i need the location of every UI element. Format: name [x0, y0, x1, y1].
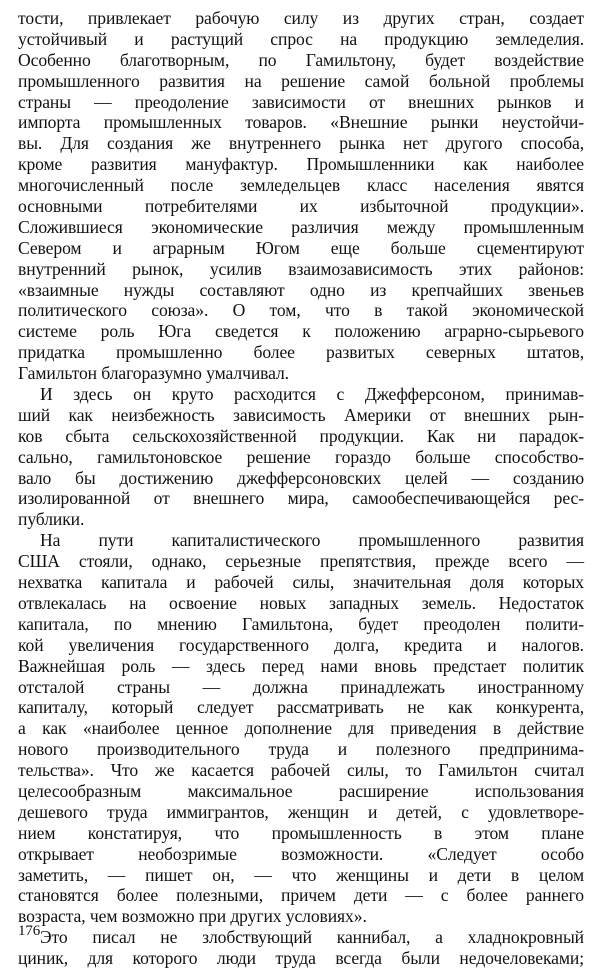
page-number: 176 — [18, 923, 41, 939]
text-line: изолированной от внешнего мира, самообеспечивающейся рес- — [18, 488, 584, 509]
text-line: сально, гамильтоновское решение гораздо больше способство- — [18, 446, 584, 467]
text-line: основными потребителями их избыточной продукции». — [18, 196, 584, 217]
text-line: циник, для которого люди труда всегда были недочеловеками; — [18, 948, 584, 969]
text-line: импорта промышленных товаров. «Внешние рынки неустойчи- — [18, 112, 584, 133]
text-line: становятся более полезными, причем дети — с более раннего — [18, 885, 584, 906]
text-line: Это писал не злобствующий каннибал, а хладнокровный — [40, 927, 584, 948]
text-line: возраста, чем возможно при других условиях». — [18, 906, 367, 927]
text-line: капиталу, который следует рассматривать не как конкурента, — [18, 697, 584, 718]
paragraph — [18, 530, 584, 927]
text-line: ков сбыта сельскохозяйственной продукции. Как ни парадок- — [18, 425, 584, 446]
text-line: заметить, — пишет он, — что женщины и дети в целом — [18, 864, 584, 885]
text-line: кой увеличения государственного долга, кредита и налогов. — [18, 634, 584, 655]
text-line: внутренний рынок, усилив взаимозависимость этих районов: — [18, 258, 584, 279]
text-line: капитала, по мнению Гамильтона, будет преодолен полити- — [18, 613, 584, 634]
text-line: публики. — [18, 509, 85, 530]
text-line: И здесь он круто расходится с Джефферсоном, принимав- — [40, 384, 584, 405]
text-line: тельства». Что же касается рабочей силы, то Гамильтон считал — [18, 760, 584, 781]
text-line: нехватка капитала и рабочей силы, значительная доля которых — [18, 572, 584, 593]
text-line: целесообразным максимальное расширение использования — [18, 780, 584, 801]
paragraph — [18, 8, 584, 384]
text-line: открывает необозримые возможности. «Следует особо — [18, 843, 584, 864]
page-text — [18, 8, 584, 969]
book-page — [18, 8, 584, 969]
text-line: На пути капиталистического промышленного развития — [40, 530, 584, 551]
text-line: вы. Для создания же внутреннего рынка нет другого способа, — [18, 133, 584, 154]
text-line: промышленного развития на решение самой больной проблемы — [18, 70, 584, 91]
text-line: США стояли, однако, серьезные препятствия, прежде всего — — [18, 551, 584, 572]
paragraph — [18, 384, 584, 530]
text-line: придатка промышленно более развитых северных штатов, — [18, 342, 584, 363]
text-line: многочисленный после земледельцев класс населения явятся — [18, 175, 584, 196]
text-line: страны — преодоление зависимости от внешних рынков и — [18, 91, 584, 112]
text-line: нием констатируя, что промышленность в этом плане — [18, 822, 584, 843]
text-line: Сложившиеся экономические различия между промышленным — [18, 216, 584, 237]
text-line: Важнейшая роль — здесь перед нами вновь предстает политик — [18, 655, 584, 676]
paragraph — [18, 927, 584, 969]
text-line: нового производительного труда и полезного предпринима- — [18, 739, 584, 760]
text-line: Севером и аграрным Югом еще больше сцементируют — [18, 237, 584, 258]
text-line: вало бы достижению джефферсоновских целей — созданию — [18, 467, 584, 488]
text-line: политического союза». О том, что в такой экономической — [18, 300, 584, 321]
text-line: Особенно благотворным, по Гамильтону, будет воздействие — [18, 49, 584, 70]
text-line: тости, привлекает рабочую силу из других стран, создает — [18, 8, 584, 28]
text-line: системе роль Юга сведется к положению аграрно-сырьевого — [18, 321, 584, 342]
text-line: отвлекалась на освоение новых западных земель. Недостаток — [18, 592, 584, 613]
text-line: отсталой страны — должна принадлежать иностранному — [18, 676, 584, 697]
text-line: ший как неизбежность зависимость Америки от внешних рын- — [18, 404, 584, 425]
text-line: дешевого труда иммигрантов, женщин и детей, с удовлетворе- — [18, 801, 584, 822]
text-line: а как «наиболее ценное дополнение для приведения в действие — [18, 718, 584, 739]
text-line: кроме развития мануфактур. Промышленники как наиболее — [18, 154, 584, 175]
text-line: устойчивый и растущий спрос на продукцию земледелия. — [18, 28, 584, 49]
text-line: Гамильтон благоразумно умалчивал. — [18, 363, 289, 384]
text-line: «взаимные нужды составляют одно из крепчайших звеньев — [18, 279, 584, 300]
